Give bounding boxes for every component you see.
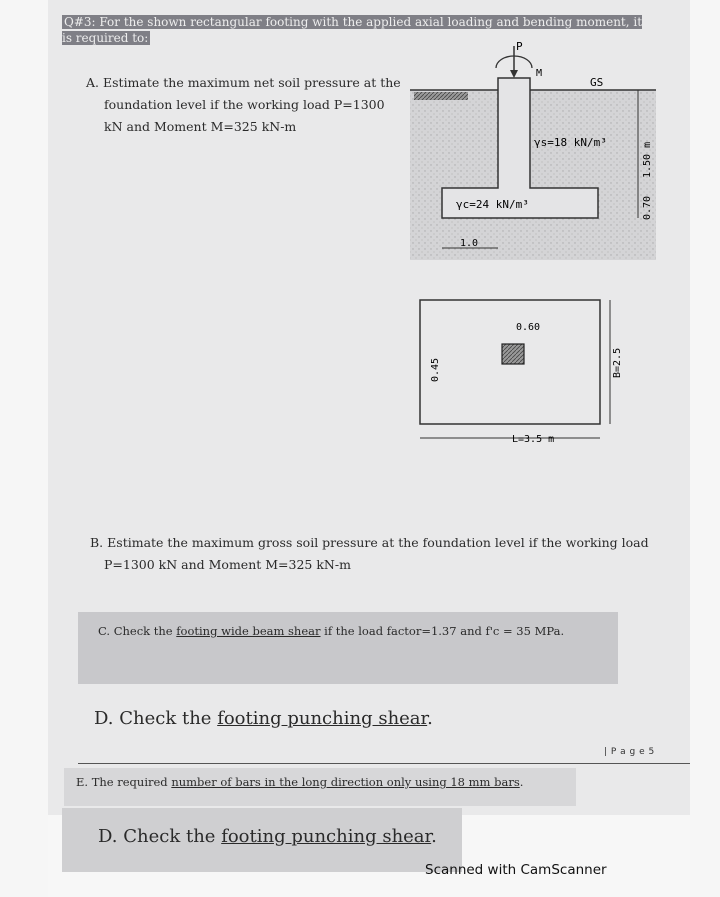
part-e-prefix: The required bbox=[91, 775, 172, 789]
part-d-repeat-suffix: . bbox=[431, 826, 437, 847]
soil-weight-label: γs=18 kN/m³ bbox=[534, 136, 607, 149]
concrete-weight-label: γc=24 kN/m³ bbox=[456, 198, 529, 211]
part-e-label: E. bbox=[76, 775, 89, 789]
load-arrowhead bbox=[510, 70, 518, 78]
part-b-line1: Estimate the maximum gross soil pressure at the foundation level if the working load bbox=[107, 535, 649, 550]
part-a-line3: kN and Moment M=325 kN-m bbox=[104, 119, 297, 134]
part-d-suffix: . bbox=[427, 708, 433, 729]
part-b bbox=[90, 532, 660, 576]
soil-region bbox=[410, 90, 656, 260]
part-d-underlined: footing punching shear bbox=[217, 708, 428, 729]
page-number: | P a g e 5 bbox=[604, 747, 655, 757]
part-e-suffix: . bbox=[519, 775, 524, 789]
part-c bbox=[98, 620, 564, 642]
ground-hatch bbox=[414, 92, 468, 100]
part-a-line1: Estimate the maximum net soil pressure at the bbox=[103, 75, 401, 90]
width-label: B=2.5 bbox=[612, 347, 623, 378]
part-a-line2: foundation level if the working load P=1300 bbox=[104, 97, 385, 112]
part-a-label: A. bbox=[86, 75, 100, 90]
part-c-label: C. bbox=[98, 624, 111, 638]
length-label: L=3.5 m bbox=[512, 434, 555, 445]
part-e bbox=[76, 771, 523, 793]
part-d-repeat bbox=[98, 826, 437, 848]
part-c-prefix: Check the bbox=[113, 624, 177, 638]
column-plan bbox=[502, 344, 524, 364]
part-a bbox=[86, 72, 406, 138]
part-b-label: B. bbox=[90, 535, 104, 550]
scanner-watermark: Scanned with CamScanner bbox=[425, 862, 607, 878]
part-d bbox=[94, 708, 433, 730]
load-label: P bbox=[516, 40, 523, 53]
part-b-line2: P=1300 kN and Moment M=325 kN-m bbox=[104, 557, 351, 572]
ground-label: GS bbox=[590, 76, 604, 89]
footing-diagram bbox=[400, 38, 670, 458]
part-d-label: D. bbox=[94, 708, 114, 729]
thickness-label: 0.70 bbox=[642, 195, 653, 220]
page-margin-right bbox=[690, 0, 720, 897]
part-d-repeat-label: D. bbox=[98, 826, 118, 847]
part-c-underlined: footing wide beam shear bbox=[176, 624, 321, 638]
offset-label: 0.45 bbox=[430, 357, 441, 382]
part-d-prefix: Check the bbox=[119, 708, 218, 729]
page-divider bbox=[78, 763, 690, 764]
depth-label: 1.50 m bbox=[642, 141, 653, 178]
question-header: Q#3: For the shown rectangular footing with the applied axial loading and bending moment, it is required to: bbox=[62, 15, 643, 45]
moment-label: M bbox=[536, 68, 543, 79]
part-e-underlined: number of bars in the long direction only using 18 mm bars bbox=[171, 775, 520, 789]
part-c-suffix: if the load factor=1.37 and f'c = 35 MPa. bbox=[320, 624, 565, 638]
column-size-label: 0.60 bbox=[516, 322, 541, 333]
part-d-repeat-prefix: Check the bbox=[123, 826, 222, 847]
overhang-label: 1.0 bbox=[460, 238, 479, 249]
page-margin-left bbox=[0, 0, 48, 897]
part-d-repeat-underlined: footing punching shear bbox=[221, 826, 432, 847]
